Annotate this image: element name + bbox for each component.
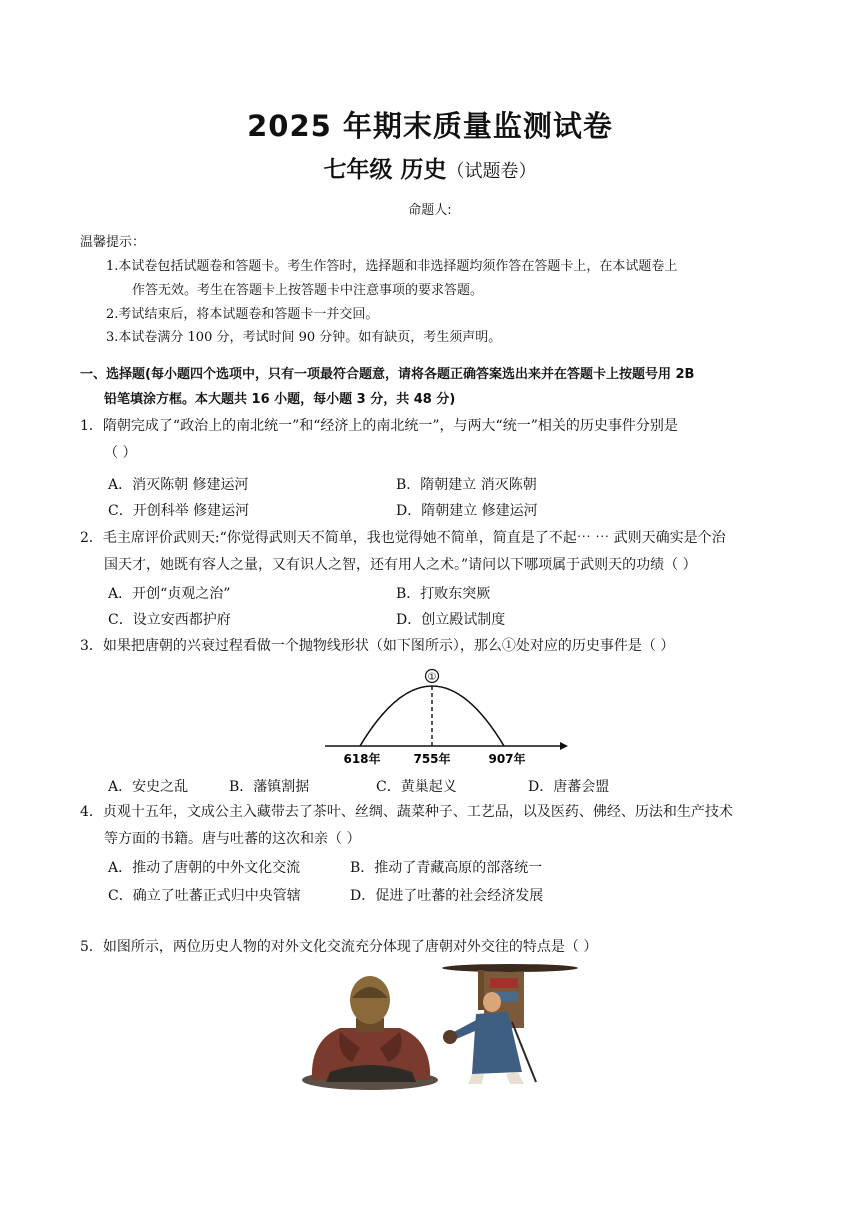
notice-item-1-cont: 作答无效。考生在答题卡上按答题卡中注意事项的要求答题。 (132, 283, 484, 298)
q1-option-a: A．消灭陈朝 修建运河 (108, 477, 249, 493)
q4-option-b: B．推动了青藏高原的部落统一 (350, 860, 543, 876)
q5-stem-line1: 5．如图所示，两位历史人物的对外文化交流充分体现了唐朝对外交往的特点是（ ） (80, 939, 598, 955)
author-label: 命题人: (408, 203, 452, 218)
peak-marker-label: ① (427, 672, 437, 683)
tang-rise-fall-diagram (320, 662, 570, 770)
q2-option-a: A．开创“贞观之治” (108, 586, 231, 602)
q2-option-d: D．创立殿试制度 (396, 612, 506, 628)
q2-stem-line2: 国天才，她既有容人之量，又有识人之智，还有用人之术。”请问以下哪项属于武则天的功绩（ ） (104, 557, 697, 573)
q1-option-d: D．隋朝建立 修建运河 (396, 503, 538, 519)
exam-title: 2025 年期末质量监测试卷 (247, 109, 613, 143)
notice-item-3: 3.本试卷满分 100 分，考试时间 90 分钟。如有缺页，考生须声明。 (106, 330, 502, 345)
q4-stem-line1: 4．贞观十五年，文成公主入藏带去了茶叶、丝绸、蔬菜种子、工艺品，以及医药、佛经、历法和生产技术 (80, 804, 733, 820)
seated-monk-statue-icon (302, 976, 438, 1090)
q1-option-b: B．隋朝建立 消灭陈朝 (396, 477, 537, 493)
q4-option-c: C．确立了吐蕃正式归中央管辖 (108, 888, 301, 904)
q3-stem-line1: 3．如果把唐朝的兴衰过程看做一个抛物线形状（如下图所示），那么①处对应的历史事件是（ ） (80, 638, 675, 654)
q4-stem-line2: 等方面的书籍。唐与吐蕃的这次和亲（ ） (104, 831, 361, 847)
q3-option-b: B．藩镇割据 (229, 779, 310, 795)
q1-stem-line2: （ ） (104, 445, 137, 461)
axis-arrowhead (560, 742, 568, 750)
q2-option-c: C．设立安西都护府 (108, 612, 231, 628)
notice-item-2: 2.考试结束后，将本试题卷和答题卡一并交回。 (106, 307, 379, 322)
q2-stem-line1: 2．毛主席评价武则天:“你觉得武则天不简单，我也觉得她不简单，简直是了不起⋯ ⋯ 武则天确实是个治 (80, 530, 726, 546)
x-label-907: 907年 (488, 752, 526, 766)
subtitle-paren: （试题卷） (446, 161, 537, 182)
notice-item-1: 1.本试卷包括试题卷和答题卡。考生作答时，选择题和非选择题均须作答在答题卡上，在本试题卷上 (106, 259, 678, 274)
q1-option-c: C．开创科举 修建运河 (108, 503, 250, 519)
q3-option-c: C．黄巢起义 (376, 779, 457, 795)
q2-option-b: B．打败东突厥 (396, 586, 491, 602)
q4-option-d: D．促进了吐蕃的社会经济发展 (350, 888, 544, 904)
q4-option-a: A．推动了唐朝的中外文化交流 (108, 860, 301, 876)
exam-subtitle (0, 151, 860, 184)
q1-stem-line1: 1．隋朝完成了“政治上的南北统一”和“经济上的南北统一”，与两大“统一”相关的历史事件分别是 (80, 418, 678, 434)
notice-heading: 温馨提示： (80, 235, 146, 250)
q3-option-d: D．唐蕃会盟 (528, 779, 610, 795)
section1-heading-line2: 铅笔填涂方框。本大题共 16 小题，每小题 3 分，共 48 分) (104, 392, 456, 407)
q3-option-a: A．安史之乱 (108, 779, 189, 795)
q5-figures-image (300, 962, 590, 1090)
x-label-755: 755年 (413, 752, 451, 766)
section1-heading-line1: 一、选择题(每小题四个选项中，只有一项最符合题意，请将各题正确答案选出来并在答题卡上按题号用 2B (80, 367, 695, 382)
subtitle-main: 七年级 历史 (323, 157, 447, 183)
traveling-monk-icon (442, 964, 578, 1084)
x-label-618: 618年 (343, 752, 381, 766)
